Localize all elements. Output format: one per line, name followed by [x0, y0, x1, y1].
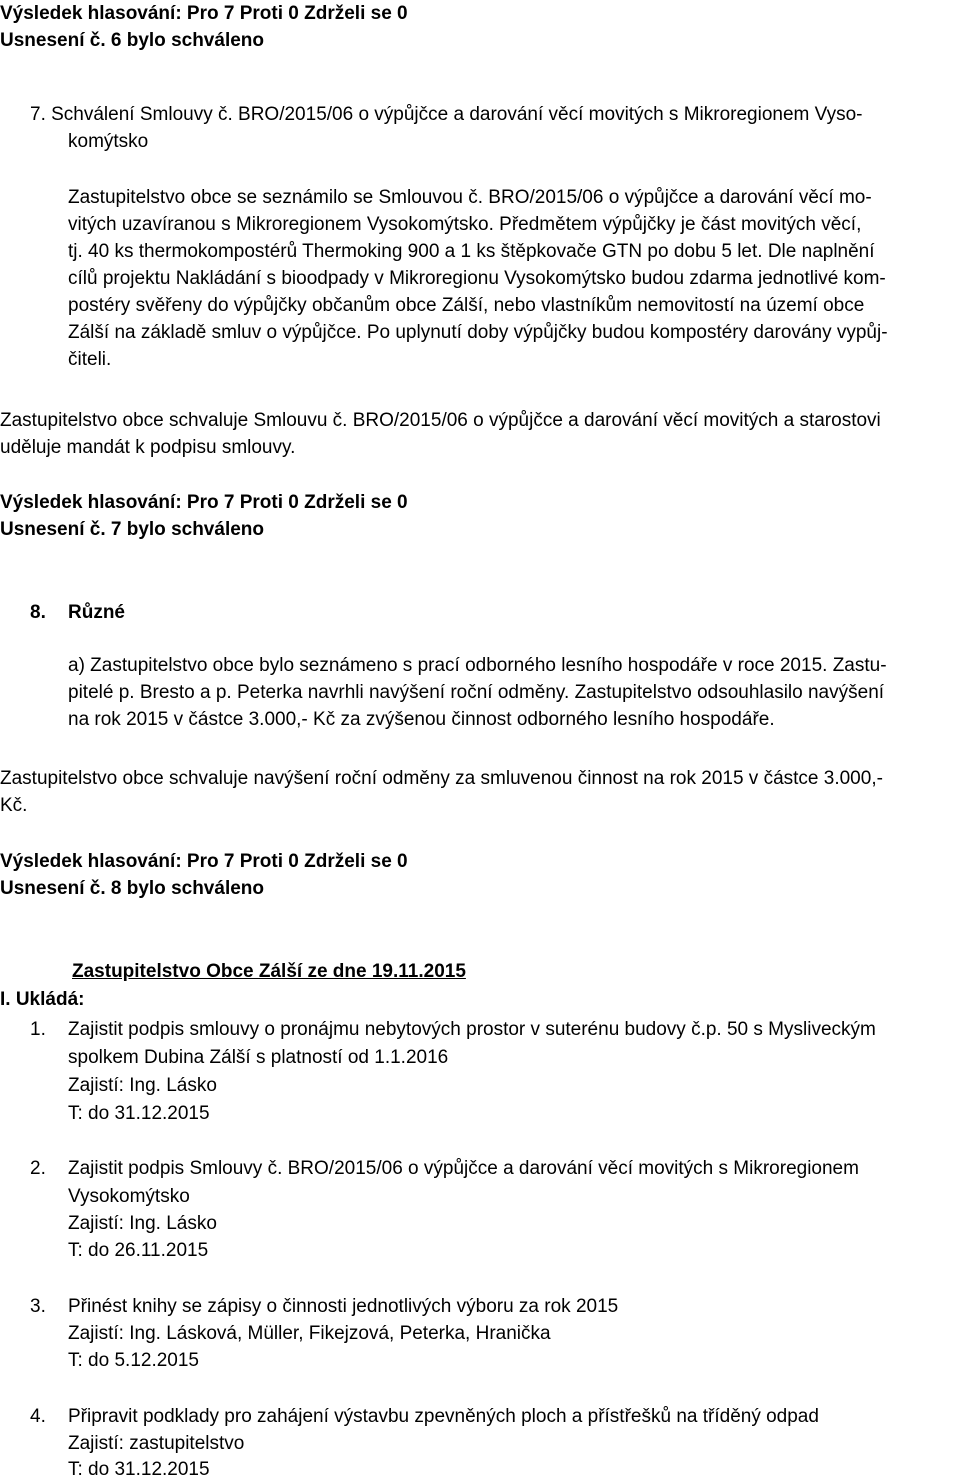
task4-line1: Připravit podklady pro zahájení výstavbu zpevněných ploch a přístřešků na tříděný odpad	[68, 1406, 819, 1427]
resolution-6: Usnesení č. 6 bylo schváleno	[0, 30, 264, 51]
item7-p1-line1: Zastupitelstvo obce se seznámilo se Smlouvou č. BRO/2015/06 o výpůjčce a darování věcí mo-	[68, 187, 872, 208]
task1-assignee: Zajistí: Ing. Lásko	[68, 1075, 217, 1096]
task2-number: 2.	[30, 1158, 46, 1179]
task2-deadline: T: do 26.11.2015	[68, 1240, 209, 1261]
task3-line1: Přinést knihy se zápisy o činnosti jednotlivých výboru za rok 2015	[68, 1296, 619, 1317]
task2-line2: Vysokomýtsko	[68, 1186, 190, 1207]
task2-line1: Zajistit podpis Smlouvy č. BRO/2015/06 o výpůjčce a darování věcí movitých s Mikroregionem	[68, 1158, 859, 1179]
item8-pa-line3: na rok 2015 v částce 3.000,- Kč za zvýšenou činnost odborného lesního hospodáře.	[68, 709, 775, 730]
item7-p2-line2: uděluje mandát k podpisu smlouvy.	[0, 437, 296, 458]
task4-assignee: Zajistí: zastupitelstvo	[68, 1433, 245, 1454]
item7-p1-line7: čiteli.	[68, 349, 112, 370]
vote-result-8: Výsledek hlasování: Pro 7 Proti 0 Zdrželi se 0	[0, 851, 408, 872]
task1-line1: Zajistit podpis smlouvy o pronájmu nebytových prostor v suterénu budovy č.p. 50 s Mysliveckým	[68, 1019, 876, 1040]
task1-number: 1.	[30, 1019, 46, 1040]
item8-title: Různé	[68, 602, 125, 623]
item7-title-line2: komýtsko	[68, 131, 149, 152]
resolution-7: Usnesení č. 7 bylo schváleno	[0, 519, 264, 540]
resolution-8: Usnesení č. 8 bylo schváleno	[0, 878, 264, 899]
task1-deadline: T: do 31.12.2015	[68, 1103, 210, 1124]
item8-p2-line1: Zastupitelstvo obce schvaluje navýšení roční odměny za smluvenou činnost na rok 2015 v částce 3.000,-	[0, 768, 883, 789]
item7-p1-line3: tj. 40 ks thermokompostérů Thermoking 900 a 1 ks štěpkovače GTN po dobu 5 let. Dle naplnění	[68, 241, 875, 262]
item7-p1-line6: Zálší na základě smluv o výpůjčce. Po uplynutí doby výpůjčky budou kompostéry darovány vypůj-	[68, 322, 888, 343]
item8-pa-line1: a) Zastupitelstvo obce bylo seznámeno s prací odborného lesního hospodáře v roce 2015. Zastu-	[68, 655, 887, 676]
tasks-heading: Zastupitelstvo Obce Zálší ze dne 19.11.2015	[72, 961, 466, 982]
item8-p2-line2: Kč.	[0, 795, 28, 816]
item7-p1-line5: postéry svěřeny do výpůjčky občanům obce Zálší, nebo vlastníkům nemovitostí na území obce	[68, 295, 865, 316]
task3-deadline: T: do 5.12.2015	[68, 1350, 199, 1371]
item8-number: 8.	[30, 602, 46, 623]
task3-assignee: Zajistí: Ing. Lásková, Müller, Fikejzová, Peterka, Hranička	[68, 1323, 551, 1344]
vote-result-6: Výsledek hlasování: Pro 7 Proti 0 Zdrželi se 0	[0, 3, 408, 24]
vote-result-7: Výsledek hlasování: Pro 7 Proti 0 Zdrželi se 0	[0, 492, 408, 513]
tasks-section-label: I. Ukládá:	[0, 989, 85, 1010]
item8-pa-line2: pitelé p. Bresto a p. Peterka navrhli navýšení roční odměny. Zastupitelstvo odsouhlasilo navýšení	[68, 682, 885, 703]
task4-number: 4.	[30, 1406, 46, 1427]
task1-line2: spolkem Dubina Zálší s platností od 1.1.2016	[68, 1047, 449, 1068]
item7-p1-line4: cílů projektu Nakládání s bioodpady v Mikroregionu Vysokomýtsko budou zdarma jednotlivé kom-	[68, 268, 886, 289]
task4-deadline: T: do 31.12.2015	[68, 1459, 210, 1480]
task3-number: 3.	[30, 1296, 46, 1317]
item7-p2-line1: Zastupitelstvo obce schvaluje Smlouvu č. BRO/2015/06 o výpůjčce a darování věcí movitých a starostovi	[0, 410, 881, 431]
item7-title-line1: 7. Schválení Smlouvy č. BRO/2015/06 o výpůjčce a darování věcí movitých s Mikroregionem Vyso-	[30, 104, 863, 125]
task2-assignee: Zajistí: Ing. Lásko	[68, 1213, 217, 1234]
item7-p1-line2: vitých uzavíranou s Mikroregionem Vysokomýtsko. Předmětem výpůjčky je část movitých věcí,	[68, 214, 862, 235]
